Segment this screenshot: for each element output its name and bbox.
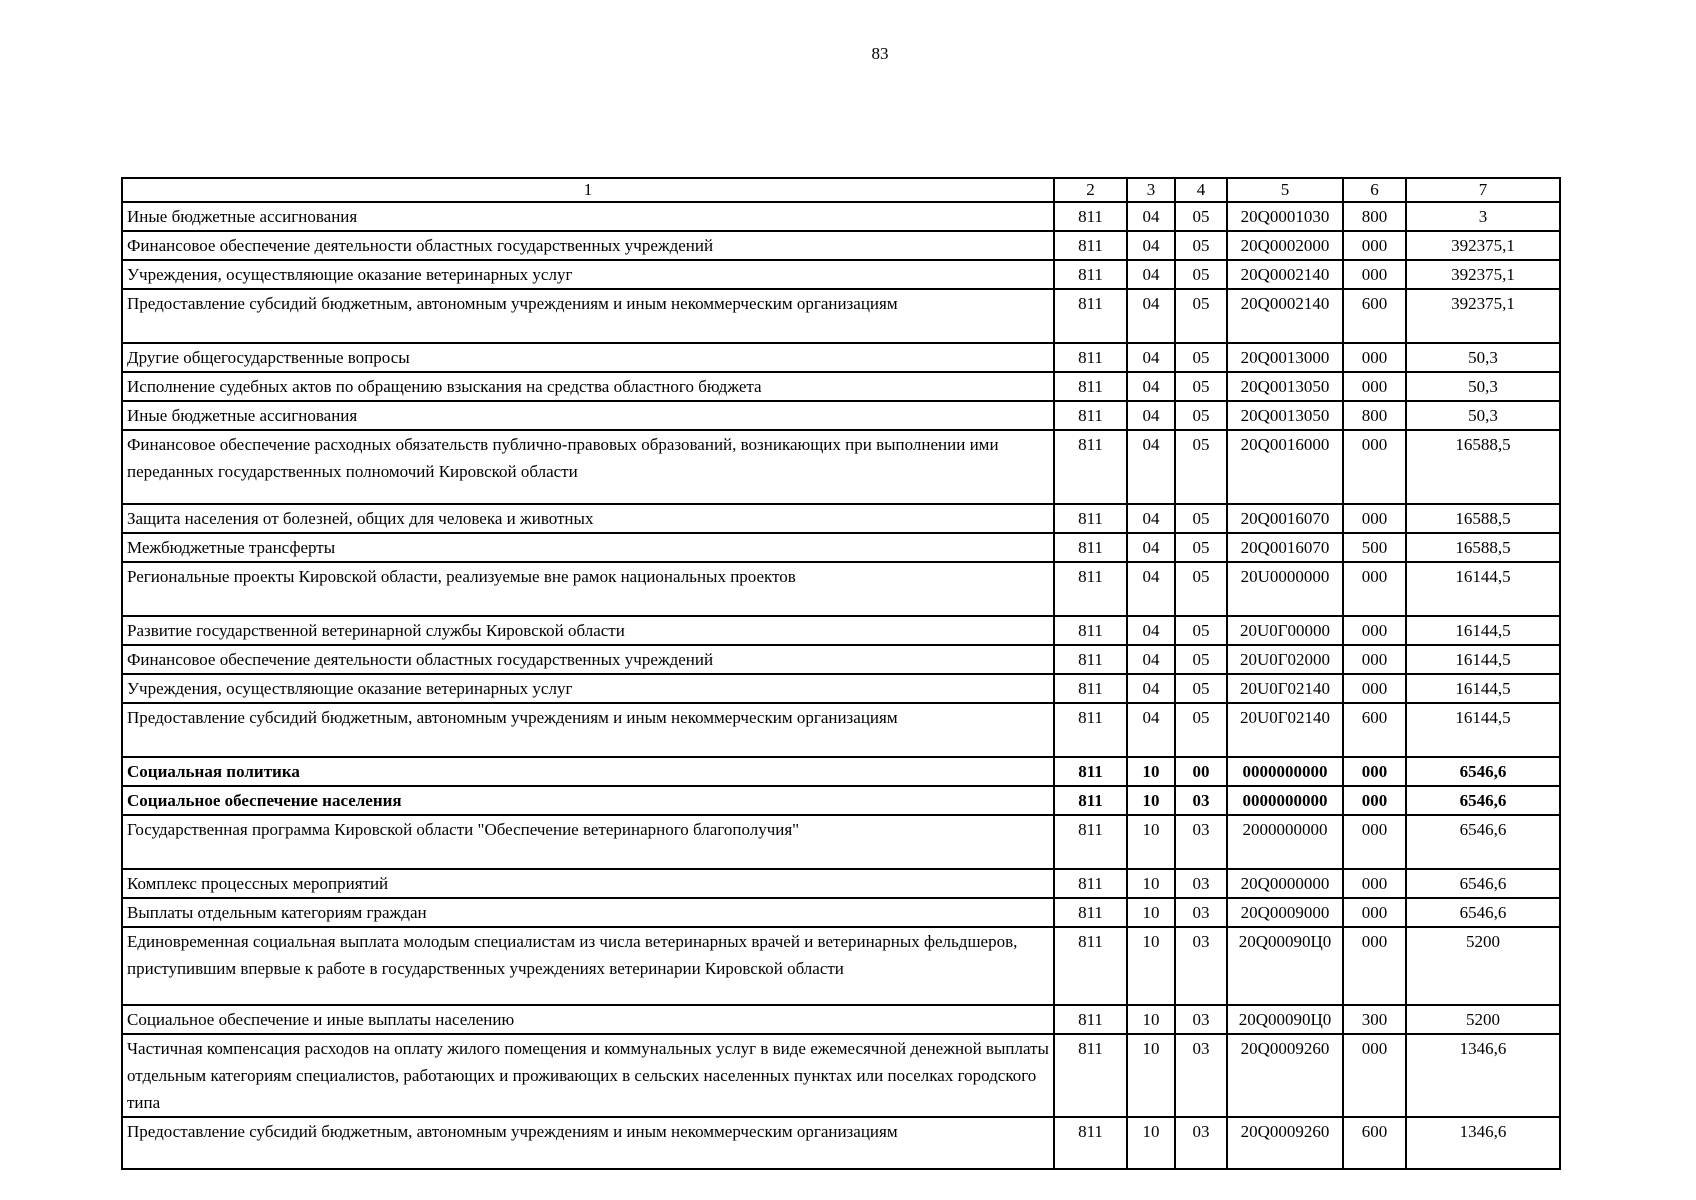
table-row (122, 289, 1560, 343)
table-row (122, 786, 1560, 815)
row-name-cell: Учреждения, осуществляющие оказание ветеринарных услуг (122, 260, 1054, 289)
table-row (122, 533, 1560, 562)
expense-type-cell: 600 (1343, 1117, 1406, 1169)
code-cell: 811 (1054, 815, 1127, 869)
table-row (122, 674, 1560, 703)
column-header: 3 (1127, 178, 1175, 202)
subsection-cell: 05 (1175, 562, 1227, 616)
subsection-cell: 00 (1175, 757, 1227, 786)
target-article-cell: 20Q0016070 (1227, 504, 1343, 533)
code-cell: 811 (1054, 260, 1127, 289)
amount-cell: 6546,6 (1406, 815, 1560, 869)
amount-cell: 16144,5 (1406, 674, 1560, 703)
target-article-cell: 20U0000000 (1227, 562, 1343, 616)
section-cell: 10 (1127, 815, 1175, 869)
column-header: 7 (1406, 178, 1560, 202)
table-row (122, 1117, 1560, 1169)
row-name-cell: Социальная политика (122, 757, 1054, 786)
column-header: 1 (122, 178, 1054, 202)
code-cell: 811 (1054, 898, 1127, 927)
amount-cell: 392375,1 (1406, 231, 1560, 260)
target-article-cell: 20Q0013000 (1227, 343, 1343, 372)
subsection-cell: 05 (1175, 504, 1227, 533)
section-cell: 04 (1127, 616, 1175, 645)
target-article-cell: 20Q0009000 (1227, 898, 1343, 927)
code-cell: 811 (1054, 674, 1127, 703)
expense-type-cell: 000 (1343, 757, 1406, 786)
table-row (122, 231, 1560, 260)
subsection-cell: 05 (1175, 674, 1227, 703)
row-name-cell: Финансовое обеспечение деятельности областных государственных учреждений (122, 231, 1054, 260)
section-cell: 04 (1127, 372, 1175, 401)
table-row (122, 562, 1560, 616)
row-name-cell: Частичная компенсация расходов на оплату жилого помещения и коммунальных услуг в виде ежемесячной денежной выплаты отдельным категориям специалистов, работающих и проживающих в сельских населенных пунктах или поселках городского типа (122, 1034, 1054, 1117)
code-cell: 811 (1054, 430, 1127, 504)
target-article-cell: 20Q0000000 (1227, 869, 1343, 898)
table-row (122, 898, 1560, 927)
amount-cell: 5200 (1406, 927, 1560, 1005)
code-cell: 811 (1054, 231, 1127, 260)
target-article-cell: 20Q0009260 (1227, 1034, 1343, 1117)
page-number: 83 (871, 44, 889, 63)
expense-type-cell: 000 (1343, 898, 1406, 927)
table-row (122, 703, 1560, 757)
row-name-cell: Финансовое обеспечение расходных обязательств публично-правовых образований, возникающих при выполнении ими переданных государственных полномочий Кировской области (122, 430, 1054, 504)
amount-cell: 50,3 (1406, 343, 1560, 372)
code-cell: 811 (1054, 1005, 1127, 1034)
amount-cell: 6546,6 (1406, 869, 1560, 898)
amount-cell: 392375,1 (1406, 260, 1560, 289)
section-cell: 04 (1127, 703, 1175, 757)
code-cell: 811 (1054, 202, 1127, 231)
expense-type-cell: 800 (1343, 401, 1406, 430)
code-cell: 811 (1054, 869, 1127, 898)
expense-type-cell: 000 (1343, 343, 1406, 372)
amount-cell: 6546,6 (1406, 786, 1560, 815)
code-cell: 811 (1054, 927, 1127, 1005)
subsection-cell: 05 (1175, 231, 1227, 260)
code-cell: 811 (1054, 401, 1127, 430)
section-cell: 04 (1127, 430, 1175, 504)
row-name-cell: Учреждения, осуществляющие оказание ветеринарных услуг (122, 674, 1054, 703)
table-row (122, 815, 1560, 869)
expense-type-cell: 000 (1343, 616, 1406, 645)
expense-type-cell: 300 (1343, 1005, 1406, 1034)
table-row (122, 372, 1560, 401)
target-article-cell: 0000000000 (1227, 786, 1343, 815)
amount-cell: 16588,5 (1406, 504, 1560, 533)
row-name-cell: Выплаты отдельным категориям граждан (122, 898, 1054, 927)
table-row (122, 927, 1560, 1005)
row-name-cell: Межбюджетные трансферты (122, 533, 1054, 562)
amount-cell: 1346,6 (1406, 1117, 1560, 1169)
row-name-cell: Иные бюджетные ассигнования (122, 202, 1054, 231)
section-cell: 10 (1127, 757, 1175, 786)
code-cell: 811 (1054, 372, 1127, 401)
subsection-cell: 05 (1175, 430, 1227, 504)
target-article-cell: 20Q0016000 (1227, 430, 1343, 504)
subsection-cell: 03 (1175, 1005, 1227, 1034)
section-cell: 04 (1127, 260, 1175, 289)
section-cell: 10 (1127, 1005, 1175, 1034)
row-name-cell: Социальное обеспечение населения (122, 786, 1054, 815)
code-cell: 811 (1054, 757, 1127, 786)
subsection-cell: 03 (1175, 927, 1227, 1005)
code-cell: 811 (1054, 504, 1127, 533)
table-row (122, 645, 1560, 674)
section-cell: 04 (1127, 343, 1175, 372)
table-row (122, 401, 1560, 430)
amount-cell: 16588,5 (1406, 533, 1560, 562)
expense-type-cell: 000 (1343, 430, 1406, 504)
target-article-cell: 20Q0002000 (1227, 231, 1343, 260)
amount-cell: 6546,6 (1406, 898, 1560, 927)
expense-type-cell: 000 (1343, 504, 1406, 533)
row-name-cell: Государственная программа Кировской области "Обеспечение ветеринарного благополучия" (122, 815, 1054, 869)
target-article-cell: 0000000000 (1227, 757, 1343, 786)
target-article-cell: 20Q0013050 (1227, 401, 1343, 430)
row-name-cell: Единовременная социальная выплата молодым специалистам из числа ветеринарных врачей и ветеринарных фельдшеров, приступившим впервые к работе в государственных учреждениях ветеринарии Кировской области (122, 927, 1054, 1005)
target-article-cell: 20U0Г02000 (1227, 645, 1343, 674)
table-row (122, 430, 1560, 504)
subsection-cell: 03 (1175, 1034, 1227, 1117)
section-cell: 04 (1127, 401, 1175, 430)
section-cell: 10 (1127, 898, 1175, 927)
expense-type-cell: 000 (1343, 927, 1406, 1005)
expense-type-cell: 000 (1343, 562, 1406, 616)
target-article-cell: 20Q00090Ц0 (1227, 1005, 1343, 1034)
code-cell: 811 (1054, 703, 1127, 757)
target-article-cell: 20Q00090Ц0 (1227, 927, 1343, 1005)
header-row (122, 178, 1560, 202)
expense-type-cell: 000 (1343, 231, 1406, 260)
expense-type-cell: 500 (1343, 533, 1406, 562)
target-article-cell: 20U0Г00000 (1227, 616, 1343, 645)
expense-type-cell: 800 (1343, 202, 1406, 231)
amount-cell: 3 (1406, 202, 1560, 231)
target-article-cell: 20Q0002140 (1227, 289, 1343, 343)
amount-cell: 16144,5 (1406, 616, 1560, 645)
table-row (122, 260, 1560, 289)
subsection-cell: 05 (1175, 401, 1227, 430)
row-name-cell: Финансовое обеспечение деятельности областных государственных учреждений (122, 645, 1054, 674)
table-row (122, 343, 1560, 372)
row-name-cell: Исполнение судебных актов по обращению взыскания на средства областного бюджета (122, 372, 1054, 401)
section-cell: 10 (1127, 1117, 1175, 1169)
section-cell: 10 (1127, 927, 1175, 1005)
section-cell: 04 (1127, 202, 1175, 231)
code-cell: 811 (1054, 533, 1127, 562)
target-article-cell: 20U0Г02140 (1227, 674, 1343, 703)
table-row (122, 757, 1560, 786)
row-name-cell: Предоставление субсидий бюджетным, автономным учреждениям и иным некоммерческим организациям (122, 1117, 1054, 1169)
table-row (122, 869, 1560, 898)
expense-type-cell: 000 (1343, 645, 1406, 674)
amount-cell: 5200 (1406, 1005, 1560, 1034)
amount-cell: 16588,5 (1406, 430, 1560, 504)
expense-type-cell: 600 (1343, 703, 1406, 757)
subsection-cell: 03 (1175, 898, 1227, 927)
subsection-cell: 05 (1175, 533, 1227, 562)
code-cell: 811 (1054, 289, 1127, 343)
expense-type-cell: 000 (1343, 260, 1406, 289)
expense-type-cell: 000 (1343, 372, 1406, 401)
target-article-cell: 20Q0013050 (1227, 372, 1343, 401)
table-row (122, 616, 1560, 645)
subsection-cell: 03 (1175, 786, 1227, 815)
expense-type-cell: 000 (1343, 786, 1406, 815)
amount-cell: 392375,1 (1406, 289, 1560, 343)
row-name-cell: Региональные проекты Кировской области, реализуемые вне рамок национальных проектов (122, 562, 1054, 616)
section-cell: 04 (1127, 289, 1175, 343)
subsection-cell: 03 (1175, 869, 1227, 898)
amount-cell: 1346,6 (1406, 1034, 1560, 1117)
amount-cell: 50,3 (1406, 372, 1560, 401)
budget-table (121, 177, 1561, 1170)
section-cell: 10 (1127, 1034, 1175, 1117)
row-name-cell: Предоставление субсидий бюджетным, автономным учреждениям и иным некоммерческим организациям (122, 289, 1054, 343)
subsection-cell: 05 (1175, 260, 1227, 289)
subsection-cell: 05 (1175, 343, 1227, 372)
table-row (122, 1034, 1560, 1117)
column-header: 6 (1343, 178, 1406, 202)
target-article-cell: 2000000000 (1227, 815, 1343, 869)
amount-cell: 16144,5 (1406, 703, 1560, 757)
target-article-cell: 20Q0009260 (1227, 1117, 1343, 1169)
row-name-cell: Защита населения от болезней, общих для человека и животных (122, 504, 1054, 533)
expense-type-cell: 600 (1343, 289, 1406, 343)
target-article-cell: 20Q0016070 (1227, 533, 1343, 562)
expense-type-cell: 000 (1343, 869, 1406, 898)
row-name-cell: Социальное обеспечение и иные выплаты населению (122, 1005, 1054, 1034)
amount-cell: 6546,6 (1406, 757, 1560, 786)
row-name-cell: Комплекс процессных мероприятий (122, 869, 1054, 898)
code-cell: 811 (1054, 786, 1127, 815)
amount-cell: 50,3 (1406, 401, 1560, 430)
section-cell: 04 (1127, 533, 1175, 562)
section-cell: 10 (1127, 869, 1175, 898)
row-name-cell: Развитие государственной ветеринарной службы Кировской области (122, 616, 1054, 645)
subsection-cell: 05 (1175, 372, 1227, 401)
subsection-cell: 03 (1175, 1117, 1227, 1169)
section-cell: 10 (1127, 786, 1175, 815)
expense-type-cell: 000 (1343, 674, 1406, 703)
section-cell: 04 (1127, 645, 1175, 674)
code-cell: 811 (1054, 1117, 1127, 1169)
target-article-cell: 20U0Г02140 (1227, 703, 1343, 757)
expense-type-cell: 000 (1343, 1034, 1406, 1117)
subsection-cell: 03 (1175, 815, 1227, 869)
section-cell: 04 (1127, 231, 1175, 260)
table-row (122, 202, 1560, 231)
expense-type-cell: 000 (1343, 815, 1406, 869)
amount-cell: 16144,5 (1406, 645, 1560, 674)
subsection-cell: 05 (1175, 289, 1227, 343)
subsection-cell: 05 (1175, 703, 1227, 757)
section-cell: 04 (1127, 504, 1175, 533)
target-article-cell: 20Q0002140 (1227, 260, 1343, 289)
code-cell: 811 (1054, 343, 1127, 372)
table-row (122, 1005, 1560, 1034)
row-name-cell: Другие общегосударственные вопросы (122, 343, 1054, 372)
column-header: 4 (1175, 178, 1227, 202)
column-header: 5 (1227, 178, 1343, 202)
section-cell: 04 (1127, 562, 1175, 616)
column-header: 2 (1054, 178, 1127, 202)
target-article-cell: 20Q0001030 (1227, 202, 1343, 231)
subsection-cell: 05 (1175, 616, 1227, 645)
code-cell: 811 (1054, 1034, 1127, 1117)
row-name-cell: Иные бюджетные ассигнования (122, 401, 1054, 430)
subsection-cell: 05 (1175, 645, 1227, 674)
code-cell: 811 (1054, 645, 1127, 674)
code-cell: 811 (1054, 562, 1127, 616)
section-cell: 04 (1127, 674, 1175, 703)
row-name-cell: Предоставление субсидий бюджетным, автономным учреждениям и иным некоммерческим организациям (122, 703, 1054, 757)
code-cell: 811 (1054, 616, 1127, 645)
amount-cell: 16144,5 (1406, 562, 1560, 616)
table-row (122, 504, 1560, 533)
subsection-cell: 05 (1175, 202, 1227, 231)
